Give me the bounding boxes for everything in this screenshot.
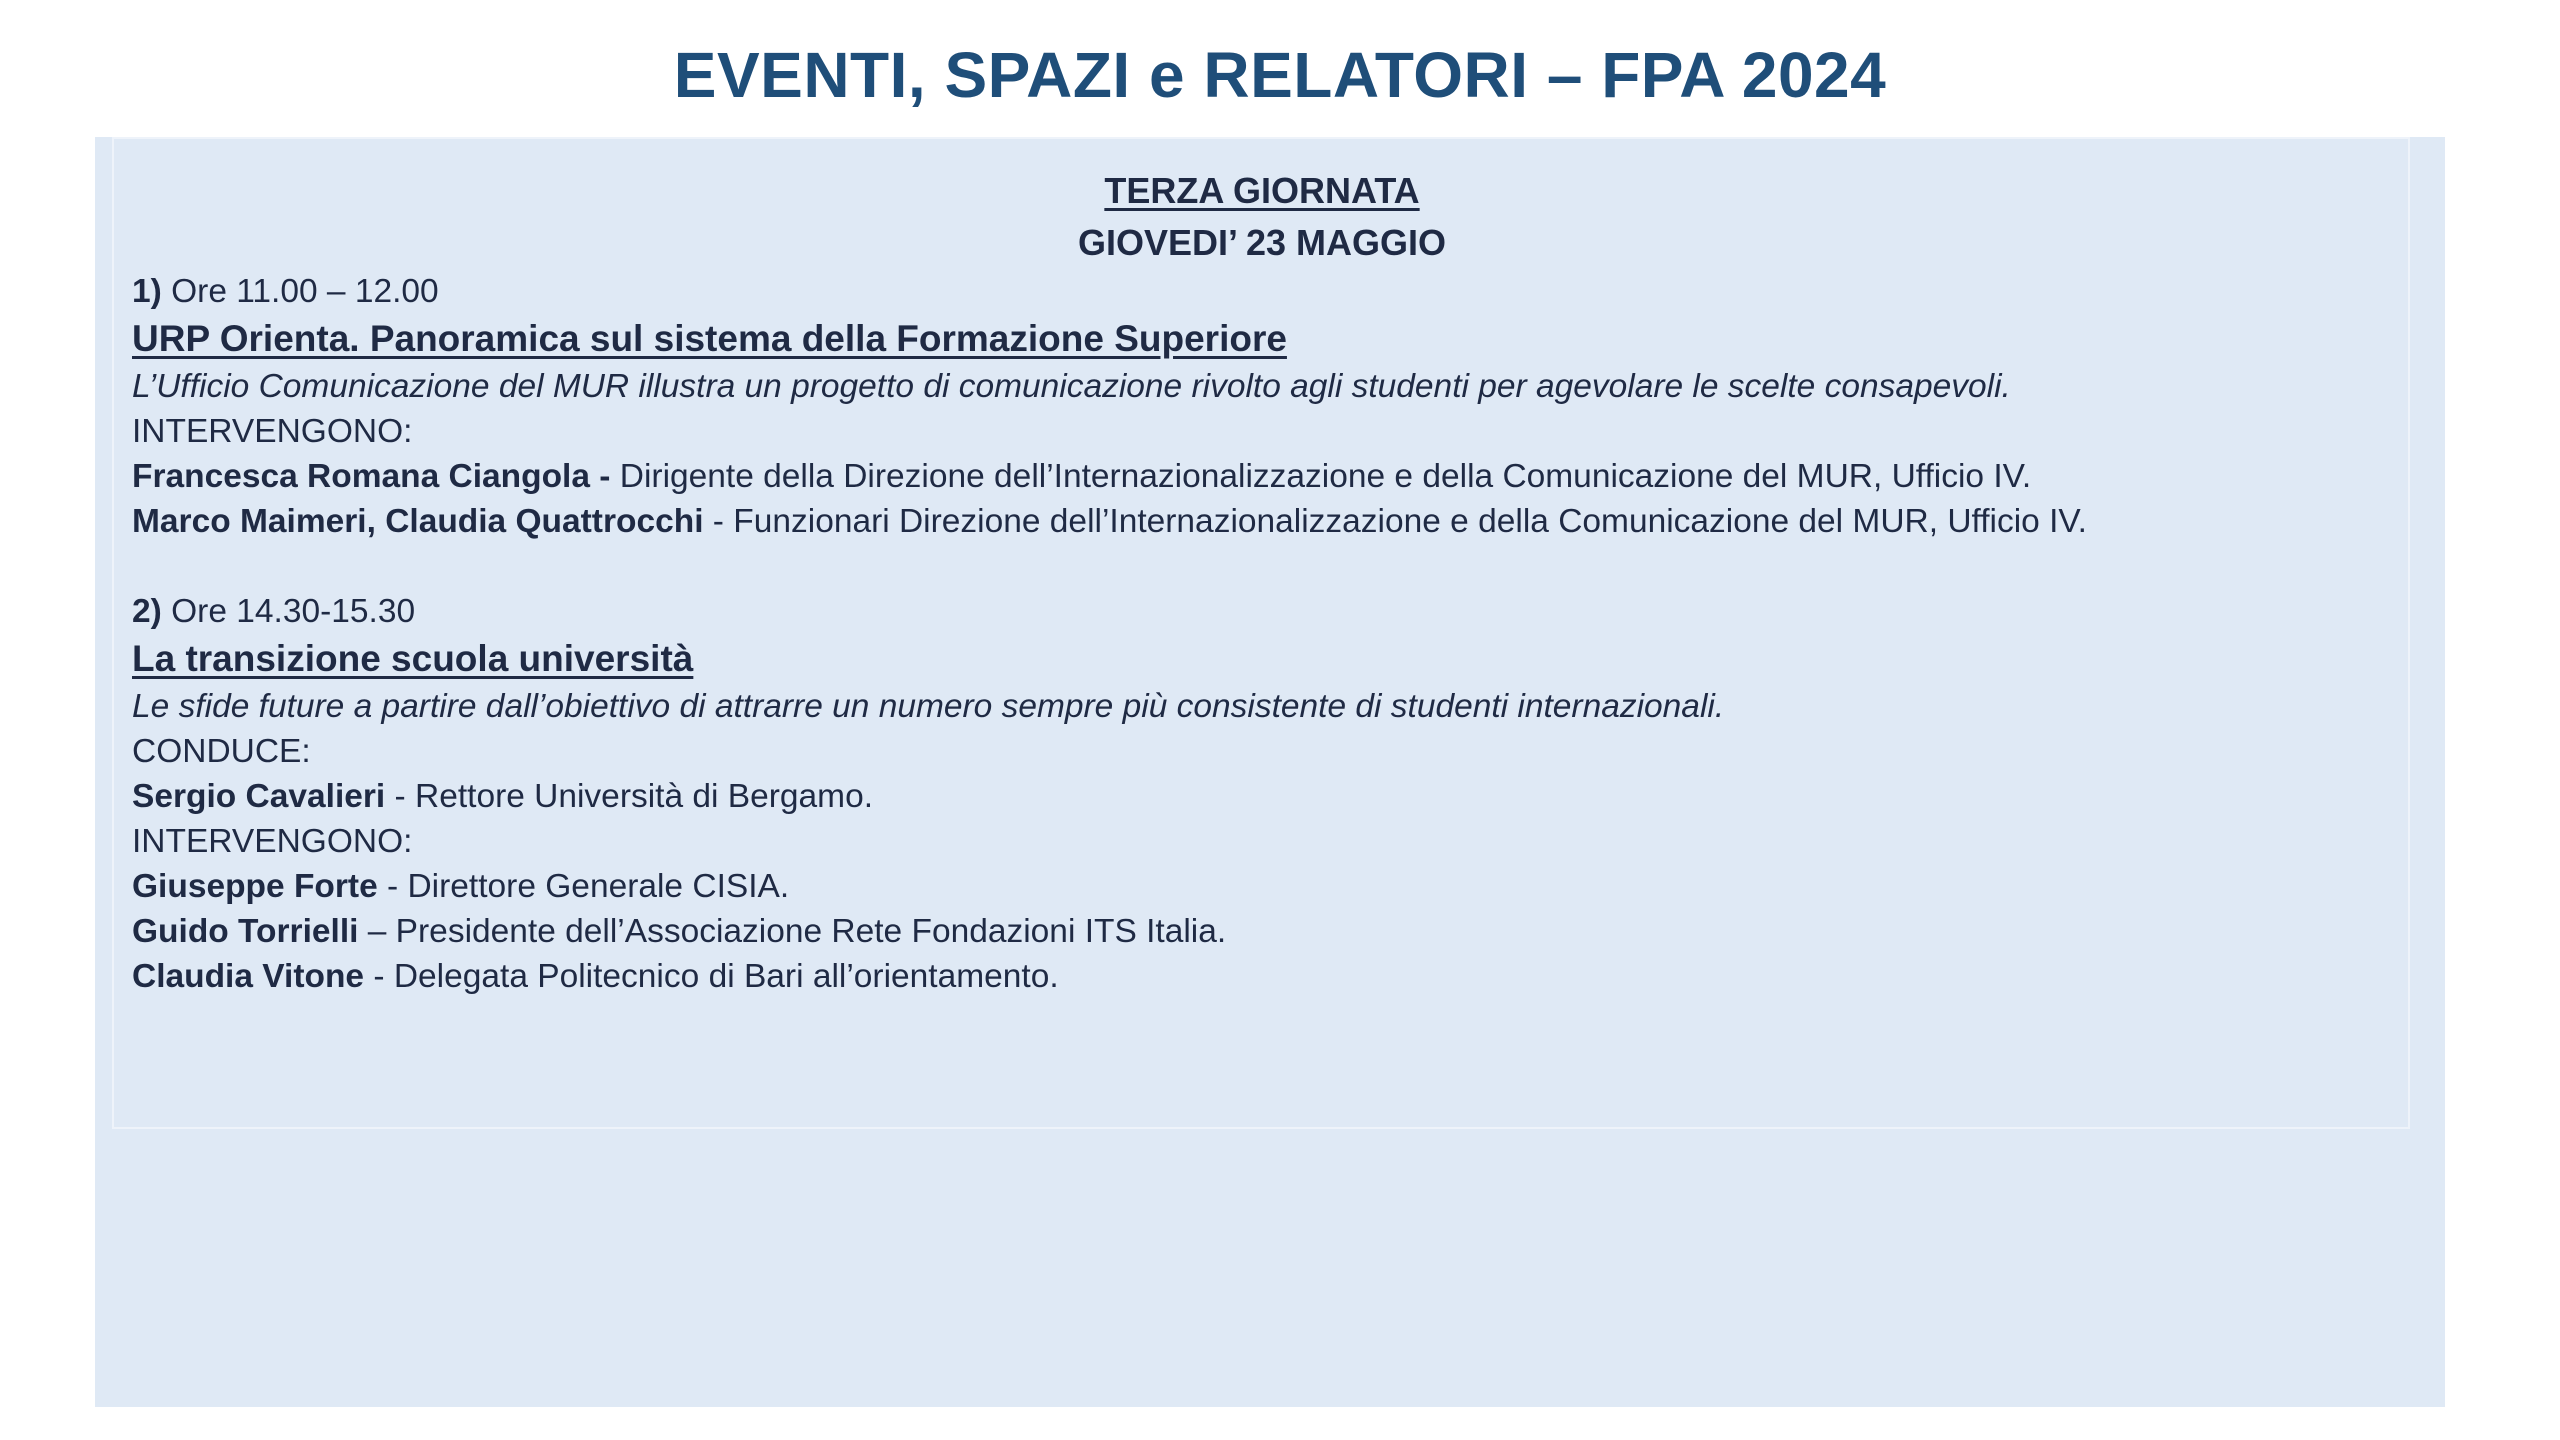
event-number: 1) bbox=[132, 273, 162, 310]
event-time-line bbox=[132, 589, 2392, 634]
speaker-role: Dirigente della Direzione dell’Internazionalizzazione e della Comunicazione del MUR, Ufficio IV. bbox=[610, 458, 2032, 495]
slide-title: EVENTI, SPAZI e RELATORI – FPA 2024 bbox=[673, 39, 1887, 111]
speaker-name: Giuseppe Forte bbox=[132, 868, 378, 905]
event-time: Ore 14.30-15.30 bbox=[171, 593, 416, 630]
moderator-name: Sergio Cavalieri bbox=[132, 778, 386, 815]
speakers-label: INTERVENGONO: bbox=[132, 823, 413, 860]
event-description: Le sfide future a partire dall’obiettivo di attrarre un numero sempre più consistente di studenti internazionali. bbox=[132, 688, 1725, 725]
day-date: GIOVEDI’ 23 MAGGIO bbox=[1077, 222, 1447, 263]
speaker-name: Marco Maimeri, Claudia Quattrocchi bbox=[132, 503, 704, 540]
speaker-name: Francesca Romana Ciangola - bbox=[132, 458, 611, 495]
speakers-label: INTERVENGONO: bbox=[132, 413, 413, 450]
event-title: La transizione scuola università bbox=[132, 638, 694, 679]
event-time: Ore 11.00 – 12.00 bbox=[171, 273, 439, 310]
moderator-line bbox=[132, 774, 2392, 819]
speaker-role: - Funzionari Direzione dell’Internazionalizzazione e della Comunicazione del MUR, Ufficio IV. bbox=[703, 503, 2087, 540]
speaker-role: – Presidente dell’Associazione Rete Fondazioni ITS Italia. bbox=[358, 913, 1227, 950]
moderator-label: CONDUCE: bbox=[132, 733, 311, 770]
speaker-line bbox=[132, 909, 2392, 954]
speaker-line bbox=[132, 864, 2392, 909]
program-text bbox=[132, 165, 2392, 999]
speaker-line bbox=[132, 954, 2392, 999]
event-2 bbox=[132, 589, 2392, 999]
event-spacer bbox=[132, 544, 2392, 589]
speaker-name: Claudia Vitone bbox=[132, 958, 365, 995]
event-1 bbox=[132, 269, 2392, 544]
speaker-name: Guido Torrielli bbox=[132, 913, 359, 950]
event-description: L’Ufficio Comunicazione del MUR illustra un progetto di comunicazione rivolto agli studenti per agevolare le scelte consapevoli. bbox=[132, 368, 2011, 405]
event-time-line bbox=[132, 269, 2392, 314]
speaker-line bbox=[132, 499, 2392, 544]
speaker-role: - Delegata Politecnico di Bari all’orientamento. bbox=[364, 958, 1059, 995]
day-label: TERZA GIORNATA bbox=[1104, 170, 1420, 211]
event-number: 2) bbox=[132, 593, 162, 630]
event-title: URP Orienta. Panoramica sul sistema della Formazione Superiore bbox=[132, 318, 1287, 359]
day-header bbox=[132, 165, 2392, 269]
speaker-role: - Direttore Generale CISIA. bbox=[377, 868, 790, 905]
speaker-line bbox=[132, 454, 2392, 499]
moderator-role: - Rettore Università di Bergamo. bbox=[385, 778, 874, 815]
